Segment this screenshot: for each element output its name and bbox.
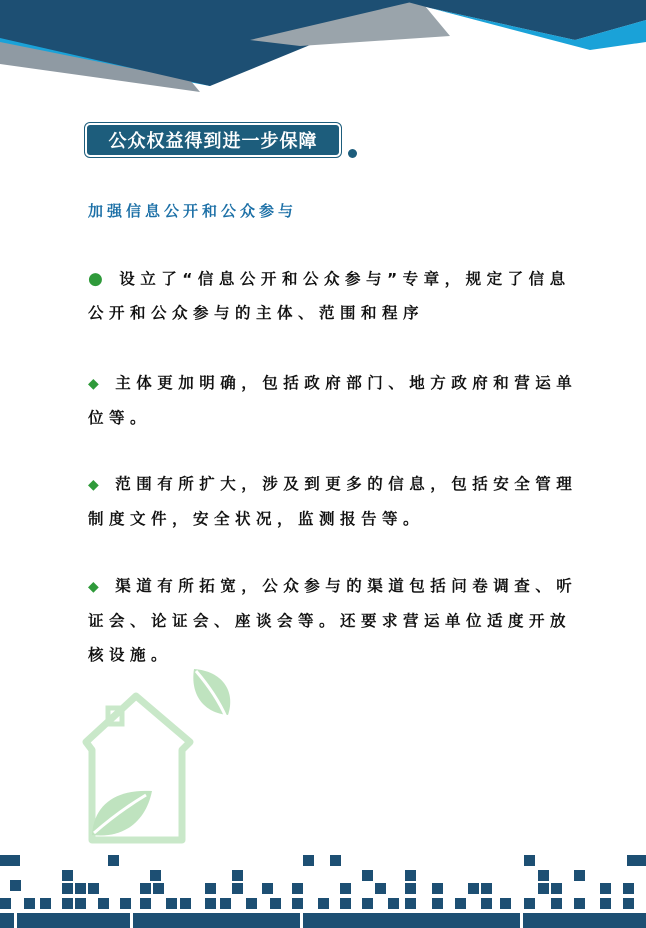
paragraph-text: 设立了“信息公开和公众参与”专章，规定了信息公开和公众参与的主体、范围和程序 <box>88 270 571 322</box>
paragraph-text: 主体更加明确，包括政府部门、地方政府和营运单位等。 <box>88 374 578 427</box>
paragraph-text: 渠道有所拓宽，公众参与的渠道包括问卷调查、听证会、论证会、座谈会等。还要求营运单位适度开放核设施。 <box>88 577 578 664</box>
paragraph-1 <box>88 262 578 330</box>
paragraph-2 <box>88 366 578 435</box>
bullet-dot-icon: ● <box>88 269 109 289</box>
bullet-diamond-icon: ◆ <box>88 579 105 595</box>
section-title-box <box>85 123 341 157</box>
paragraph-4 <box>88 569 578 672</box>
footer-mosaic-pattern <box>0 850 646 928</box>
section-title: 公众权益得到进一步保障 <box>108 131 318 152</box>
bullet-diamond-icon: ◆ <box>88 477 105 493</box>
leaf-icon <box>188 665 236 721</box>
bullet-diamond-icon: ◆ <box>88 376 105 392</box>
paragraph-text: 范围有所扩大，涉及到更多的信息，包括安全管理制度文件，安全状况，监测报告等。 <box>88 475 578 528</box>
paragraph-3 <box>88 467 578 536</box>
subtitle: 加强信息公开和公众参与 <box>88 202 298 220</box>
leaf-icon <box>88 783 156 843</box>
top-banner <box>0 0 646 95</box>
title-dot <box>348 149 357 158</box>
banner-navy-left <box>0 0 420 86</box>
